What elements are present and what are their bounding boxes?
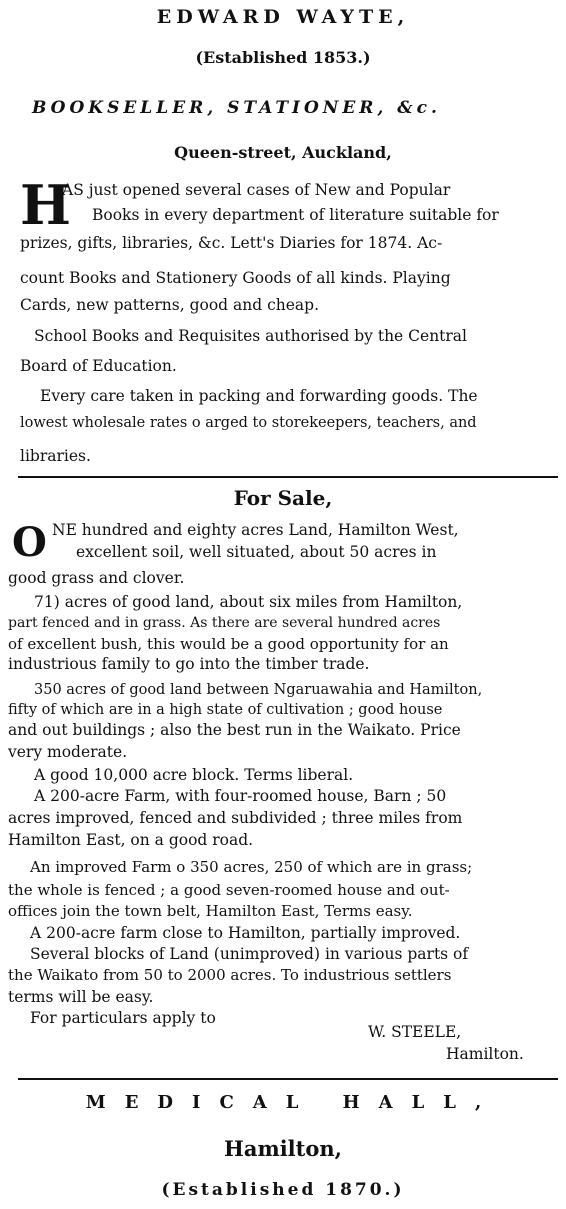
ad2-line: For particulars apply to: [30, 1009, 216, 1027]
ad2-line: offices join the town belt, Hamilton East, Terms easy.: [8, 902, 413, 920]
ad2-signature-name: W. STEELE,: [368, 1023, 462, 1041]
ad2-line: A 200-acre Farm, with four-roomed house, Barn ; 50: [34, 787, 447, 805]
ad2-line: the Waikato from 50 to 2000 acres. To industrious settlers: [8, 966, 452, 984]
divider: [18, 1078, 558, 1080]
ad1-line: School Books and Requisites authorised by the Central: [34, 327, 468, 345]
ad3-name: MEDICAL HALL,: [85, 1092, 501, 1113]
ad1-line: Cards, new patterns, good and cheap.: [20, 296, 320, 314]
ad1-dropcap: H: [20, 173, 72, 237]
ad1-trade: BOOKSELLER, STATIONER, &c.: [32, 98, 441, 118]
ad1-address: Queen-street, Auckland,: [174, 143, 392, 162]
ad2-line: 71) acres of good land, about six miles from Hamilton,: [34, 593, 463, 611]
ad2-line: A good 10,000 acre block. Terms liberal.: [34, 766, 354, 784]
ad2-line: 350 acres of good land between Ngaruawahia and Hamilton,: [34, 682, 483, 698]
ad2-line: the whole is fenced ; a good seven-roomed house and out-: [8, 881, 450, 899]
ad1-line: Books in every department of literature suitable for: [92, 206, 499, 224]
ad2-dropcap: O: [12, 519, 47, 566]
ad2-line: of excellent bush, this would be a good opportunity for an: [8, 635, 449, 653]
ad1-name: EDWARD WAYTE,: [156, 6, 410, 28]
ad2-line: very moderate.: [8, 743, 128, 761]
ad2-line: Several blocks of Land (unimproved) in various parts of: [30, 945, 469, 963]
ad2-line: excellent soil, well situated, about 50 acres in: [76, 543, 437, 561]
ad2-line: terms will be easy.: [8, 988, 154, 1006]
ad2-heading: For Sale,: [233, 486, 333, 510]
ad1-line: lowest wholesale rates o arged to storekeepers, teachers, and: [20, 415, 477, 431]
ad1-line: Board of Education.: [20, 357, 177, 375]
ad1-line: AS just opened several cases of New and Popular: [62, 181, 451, 199]
ad2-line: good grass and clover.: [8, 569, 185, 587]
ad2-line: acres improved, fenced and subdivided ; three miles from: [8, 809, 463, 827]
ad2-signature-place: Hamilton.: [446, 1045, 524, 1063]
ad2-line: A 200-acre farm close to Hamilton, partially improved.: [30, 924, 461, 942]
ad1-established: (Established 1853.): [195, 48, 371, 67]
ad2-line: NE hundred and eighty acres Land, Hamilton West,: [52, 521, 459, 539]
ad2-line: industrious family to go into the timber trade.: [8, 655, 370, 673]
ad2-line: An improved Farm o 350 acres, 250 of which are in grass;: [30, 858, 473, 876]
ad1-line: count Books and Stationery Goods of all kinds. Playing: [20, 269, 451, 287]
ad3-established: (Established 1870.): [161, 1180, 405, 1200]
ad1-line: libraries.: [20, 447, 91, 465]
ad2-line: Hamilton East, on a good road.: [8, 831, 254, 849]
ad2-line: and out buildings ; also the best run in the Waikato. Price: [8, 721, 461, 739]
divider: [18, 476, 558, 478]
ad1-line: prizes, gifts, libraries, &c. Lett's Diaries for 1874. Ac-: [20, 234, 443, 252]
ad1-line: Every care taken in packing and forwarding goods. The: [40, 387, 478, 405]
ad3-place: Hamilton,: [224, 1136, 342, 1161]
ad2-line: part fenced and in grass. As there are several hundred acres: [8, 615, 441, 631]
ad2-line: fifty of which are in a high state of cultivation ; good house: [8, 702, 443, 718]
